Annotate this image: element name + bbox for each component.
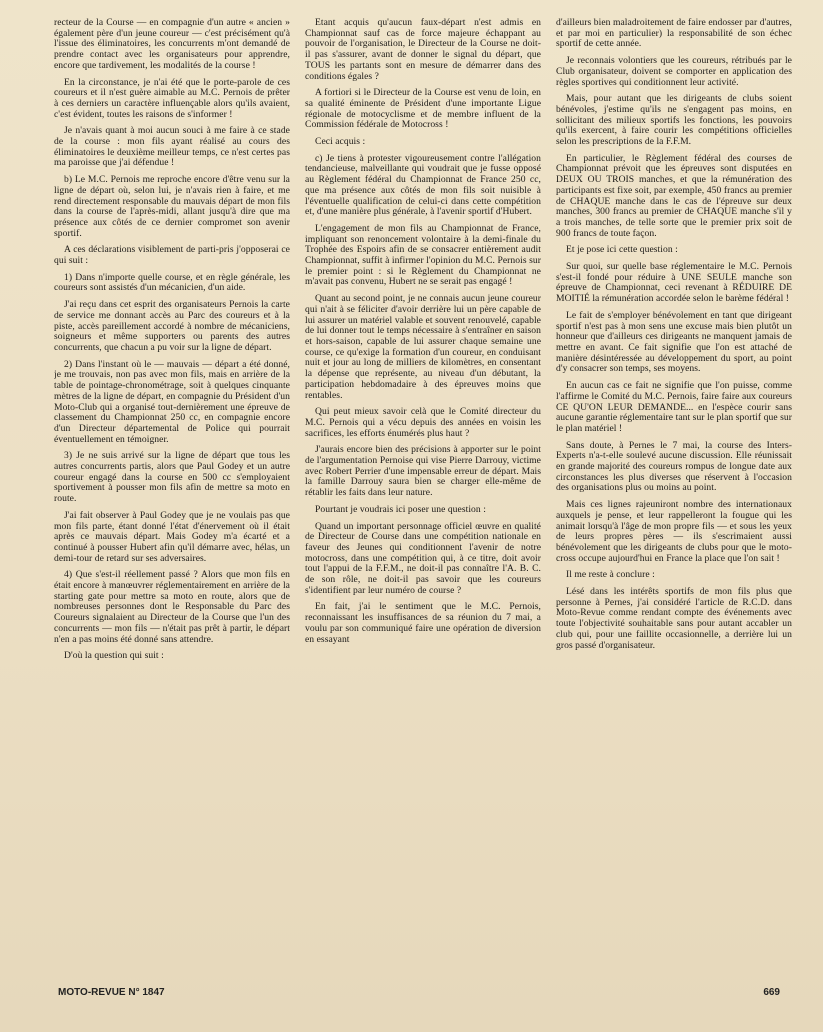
paragraph: J'ai fait observer à Paul Godey que je ne voulais pas que mon fils parte, étant donné l'état d'énervement où il était après ce mauvais départ. Mais Godey m'a écarté et a continué à pousser Hubert afin qu'il démarre avec, hélas, un demi-tour de retard sur ses adversaires. — [54, 509, 290, 564]
paragraph: En fait, j'ai le sentiment que le M.C. Pernois, reconnaissant les insuffisances de sa réunion du 7 mai, a voulu par son communiqué faire une opération de diversion en essayant — [305, 601, 541, 645]
paragraph: Quant au second point, je ne connais aucun jeune coureur qui n'ait à se féliciter d'avoir derrière lui un père capable de lui assurer un matériel valable et souvent renouvelé, capable de lui donner tout le temps nécessaire à s'entraîner en saison et hors-saison, capable de lui assurer chaque semaine une course, ce qu'exige la formation d'un coureur, en conduisant nuit et jour au long de milliers de kilomètres, en consentant la dépense que représente, au niveau d'un débutant, la participation hebdomadaire à des épreuves moins que rentables. — [305, 293, 541, 401]
paragraph: D'où la question qui suit : — [64, 650, 164, 662]
column-middle — [305, 18, 541, 983]
paragraph: L'engagement de mon fils au Championnat de France, impliquant son renoncement volontaire à la demi-finale du Trophée des Espoirs afin de se consacrer entièrement audit Championnat, suffit à infirmer l'opinion du M.C. Pernois sur le premier point : si le Règlement du Championnat ne m'avait pas convenu, Hubert ne se serait pas engagé ! — [305, 222, 541, 288]
paragraph: Mais, pour autant que les dirigeants de clubs soient bénévoles, j'estime qu'ils ne s'engagent pas moins, en sollicitant des milieux sportifs les fonctions, les pouvoirs qu'ils exercent, à faire courir les compétitions officielles selon les prescriptions de la F.F.M. — [556, 93, 792, 148]
paragraph: Lésé dans les intérêts sportifs de mon fils plus que personne à Pernes, j'ai considéré l'article de R.C.D. dans Moto-Revue comme rendant compte des événements avec toute l'objectivité souhaitable sans pour autant accabler un club qui, pour une faillite occasionnelle, a derrière lui un gros passé d'organisateur. — [556, 586, 792, 651]
paragraph: Je reconnais volontiers que les coureurs, rétribués par le Club organisateur, doivent se comporter en application des règles sportives qui conditionnent leur activité. — [556, 55, 792, 88]
paragraph: Il me reste à conclure : — [566, 569, 655, 581]
column-left — [54, 18, 290, 983]
paragraph: Mais ces lignes rajeuniront nombre des internationaux auxquels je pense, et leur rappelleront la fougue qui les animait lorsqu'à l'âge de mon propre fils — et sous les yeux de leurs propres pères — ils s'escrimaient aussi bénévolement que les dirigeants de clubs pour que le moto-cross occupe aujourd'hui en France la place que l'on sait ! — [556, 499, 792, 564]
article-columns — [54, 18, 792, 983]
paragraph: Pourtant je voudrais ici poser une question : — [315, 503, 486, 515]
paragraph: 1) Dans n'importe quelle course, et en règle générale, les coureurs sont assistés d'un mécanicien, d'un aide. — [54, 271, 290, 294]
paragraph: En aucun cas ce fait ne signifie que l'on puisse, comme l'affirme le Comité du M.C. Pernois, faire faire aux coureurs CE QU'ON LEUR DEMANDE... en l'espèce courir sans aucune garantie réglementaire tant sur le plan sportif que sur le plan matériel ! — [556, 380, 792, 434]
paragraph: b) Le M.C. Pernois me reproche encore d'être venu sur la ligne de départ où, selon lui, je n'avais rien à faire, et me rend directement responsable du mauvais départ de mon fils dans la course de l'après-midi, allant jusqu'à dire que ma présence aux côtés de ce dernier compromet son avenir sportif. — [54, 174, 290, 239]
paragraph: 4) Que s'est-il réellement passé ? Alors que mon fils en était encore à manœuvrer réglementairement en arrière de la starting gate pour mettre sa moto en route, alors que de nombreuses personnes dont le Responsable du Parc des Coureurs signalaient au Directeur de la Course que l'un des concurrents — mon fils — n'était pas prêt à partir, le départ n'en a pas moins été donné sans attendre. — [54, 569, 290, 645]
paragraph: Je n'avais quant à moi aucun souci à me faire à ce stade de la course : mon fils ayant réalisé au cours des éliminatoires le deuxième meilleur temps, ce n'est certes pas ma paroisse que j'ai défendue ! — [54, 125, 290, 169]
page-footer — [58, 987, 780, 1005]
page-number: 669 — [763, 987, 780, 998]
paragraph: d'ailleurs bien maladroitement de faire endosser par d'autres, et par moi en particulier) la responsabilité de son échec sportif de cette année. — [556, 18, 792, 50]
paragraph: Sans doute, à Pernes le 7 mai, la course des Inters-Experts n'a-t-elle soulevé aucune discussion. Elle réunissait en grande majorité des coureurs rompus de longue date aux circonstances les plus diverses que réservent à l'occasion des organisations plus ou moins au point. — [556, 439, 792, 494]
paragraph: recteur de la Course — en compagnie d'un autre « ancien » également père d'un jeune coureur — c'est précisément qu'à l'issue des éliminatoires, les concurrents m'ont demandé de prendre contact avec les organisateurs pour apprendre, encore que tardivement, les modalités de la course ! — [54, 18, 290, 71]
paragraph: J'ai reçu dans cet esprit des organisateurs Pernois la carte de service me donnant accès au Parc des coureurs et à la piste, accès pareillement accordé à nombre de mécaniciens, soigneurs et même supporters ou parents des autres concurrents, que chacun a pu voir sur la ligne de départ. — [54, 299, 290, 353]
paragraph: En particulier, le Règlement fédéral des courses de Championnat prévoit que les épreuves sont disputées en DEUX OU TROIS manches, et que la rémunération des participants est fixe soit, par exemple, 450 francs au premier de CHAQUE manche dans le cas de l'épreuve sur deux manches, 300 francs au premier de CHAQUE manche s'il y a trois manches, de telle sorte que le premier prix soit de 900 francs de toute façon. — [556, 152, 792, 239]
column-right — [556, 18, 792, 983]
paragraph: c) Je tiens à protester vigoureusement contre l'allégation tendancieuse, malveillante qui voudrait que je fusse opposé au Règlement fédéral du Championnat de France 250 cc, que ma présence aux côtés de mon fils soit nuisible à l'éventuelle qualification de celui-ci dans cette compétition et, d'une manière plus générale, à l'avenir sportif d'Hubert. — [305, 152, 541, 218]
paragraph: Quand un important personnage officiel œuvre en qualité de Directeur de Course dans une compétition nationale en faveur des Jeunes qui conditionnent l'avenir de notre motocross, dans une compétition qui, à ce titre, doit avoir tout l'appui de la F.F.M., ne doit-il pas connaître l'A. B. C. de son rôle, ne doit-il pas savoir que les coureurs s'identifient par leur numéro de course ? — [305, 520, 541, 596]
paragraph: A fortiori si le Directeur de la Course est venu de loin, en sa qualité éminente de Président d'une importante Ligue régionale de motocyclisme et de membre influent de la Commission fédérale de Motocross ! — [305, 87, 541, 131]
magazine-issue: MOTO-REVUE N° 1847 — [58, 987, 165, 998]
paragraph: Qui peut mieux savoir celà que le Comité directeur du M.C. Pernois qui a vécu depuis des années en voisin les sacrifices, les efforts énumérés plus haut ? — [305, 406, 541, 439]
paragraph: Et je pose ici cette question : — [566, 244, 678, 256]
paragraph: Ceci acquis : — [315, 136, 366, 148]
paragraph: A ces déclarations visiblement de parti-pris j'opposerai ce qui suit : — [54, 244, 290, 267]
paragraph: Le fait de s'employer bénévolement en tant que dirigeant sportif n'est pas à mon sens une excuse mais bien plutôt un honneur que d'ailleurs ces dirigeants ne manquent jamais de mettre en avant. Ce fait signifie que l'on est attaché de manière désintéressée au développement du sport, au point d'y consacrer son temps, ses moyens. — [556, 309, 792, 375]
paragraph: En la circonstance, je n'ai été que le porte-parole de ces coureurs et il n'est guère aimable au M.C. Pernois de prêter à ces derniers un caractère influençable alors qu'ils avaient, c'est évident, toutes les raisons de s'informer ! — [54, 76, 290, 120]
paragraph: Etant acquis qu'aucun faux-départ n'est admis en Championnat sauf cas de force majeure échappant au pouvoir de l'organisation, le Directeur de la Course ne doit-il pas s'assurer, avant de donner le signal du départ, que TOUS les partants sont en mesure de démarrer dans des conditions égales ? — [305, 18, 541, 82]
paragraph: J'aurais encore bien des précisions à apporter sur le point de l'argumentation Pernoise qui vise Pierre Darrouy, victime avec Robert Perrier d'une impensable erreur de départ. Mais la famille Darrouy saura bien se charger elle-même de rétablir les faits dans leur nature. — [305, 444, 541, 499]
paragraph: Sur quoi, sur quelle base réglementaire le M.C. Pernois s'est-il fondé pour réduire à UNE SEULE manche son épreuve de Championnat, ceci revenant à RÉDUIRE DE MOITIÉ la rémunération accordée selon le barème fédéral ! — [556, 261, 792, 305]
paragraph: 2) Dans l'instant où le — mauvais — départ a été donné, je me trouvais, non pas avec mon fils, mais en arrière de la table de pointage-chronométrage, soit à quelques cinquante mètres de la ligne de départ, en compagnie du Président d'un Moto-Club qui a organisé tout-dernièrement une épreuve de classement du Championnat 250 cc, en compagnie encore d'un Directeur départemental de Police qui pourrait éventuellement en témoigner. — [54, 358, 290, 445]
paragraph: 3) Je ne suis arrivé sur la ligne de départ que tous les autres concurrents partis, alors que Paul Godey et un autre coureur engagé dans la course en 500 cc s'employaient sportivement à pousser mon fils afin de mettre sa moto en route. — [54, 450, 290, 505]
